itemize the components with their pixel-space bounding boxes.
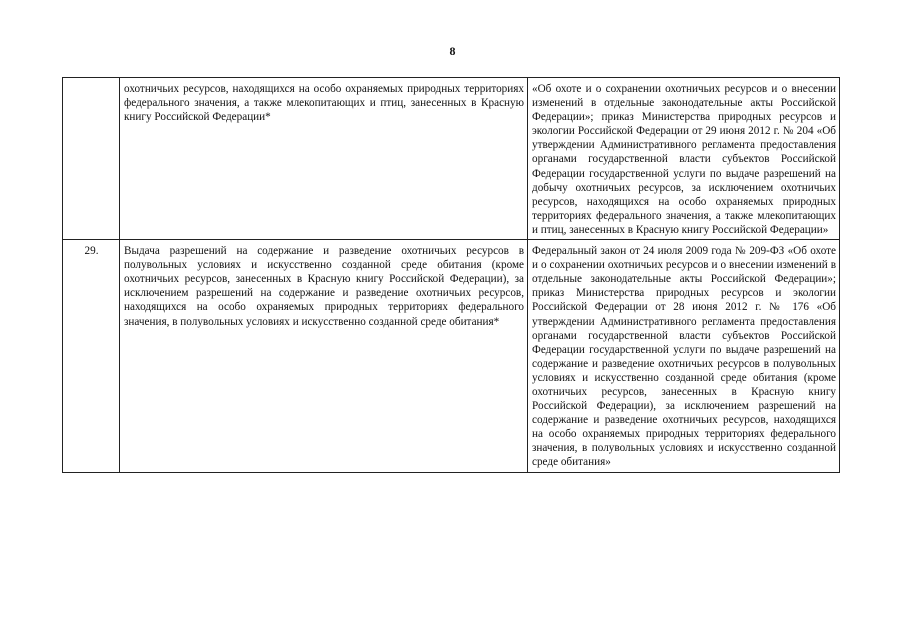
row-number-cell [63, 78, 120, 240]
row-number-cell: 29. [63, 240, 120, 473]
services-table [62, 77, 840, 473]
service-description-cell: охотничьих ресурсов, находящихся на особо охраняемых природных территориях федерального значения, а также млекопитающих и птиц, занесенных в Красную книгу Российской Федерации* [120, 78, 528, 240]
service-description-cell: Выдача разрешений на содержание и разведение охотничьих ресурсов в полувольных условиях и искусственно созданной среде обитания (кроме охотничьих ресурсов, занесенных в Красную книгу Российской Федерации), за исключением разрешений на содержание и разведение охотничьих ресурсов, находящихся на особо охраняемых природных территориях федерального значения, в полувольных условиях и искусственно созданной среде обитания* [120, 240, 528, 473]
table-row [63, 78, 840, 240]
legal-basis-cell: «Об охоте и о сохранении охотничьих ресурсов и о внесении изменений в отдельные законодательные акты Российской Федерации»; приказ Министерства природных ресурсов и экологии Российской Федерации от 29 июня 2012 г. № 204 «Об утверждении Административного регламента предоставления органами государственной власти субъектов Российской Федерации государственной услуги по выдаче разрешений на добычу охотничьих ресурсов, за исключением охотничьих ресурсов, находящихся на особо охраняемых природных территориях федерального значения, а также млекопитающих и птиц, занесенных в Красную книгу Российской Федерации» [528, 78, 840, 240]
table-row [63, 240, 840, 473]
page-number: 8 [449, 44, 456, 58]
legal-basis-cell: Федеральный закон от 24 июля 2009 года № 209-ФЗ «Об охоте и о сохранении охотничьих ресурсов и о внесении изменений в отдельные законодательные акты Российской Федерации»; приказ Министерства природных ресурсов и экологии Российской Федерации от 28 июня 2012 г. № 176 «Об утверждении Административного регламента предоставления органами государственной власти субъектов Российской Федерации государственной услуги по выдаче разрешений на содержание и разведение охотничьих ресурсов в полувольных условиях и искусственно созданной среде обитания (кроме охотничьих ресурсов, занесенных в Красную книгу Российской Федерации), за исключением разрешений на содержание и разведение охотничьих ресурсов, находящихся на особо охраняемых природных территориях федерального значения, в полувольных условиях и искусственно созданной среде обитания» [528, 240, 840, 473]
